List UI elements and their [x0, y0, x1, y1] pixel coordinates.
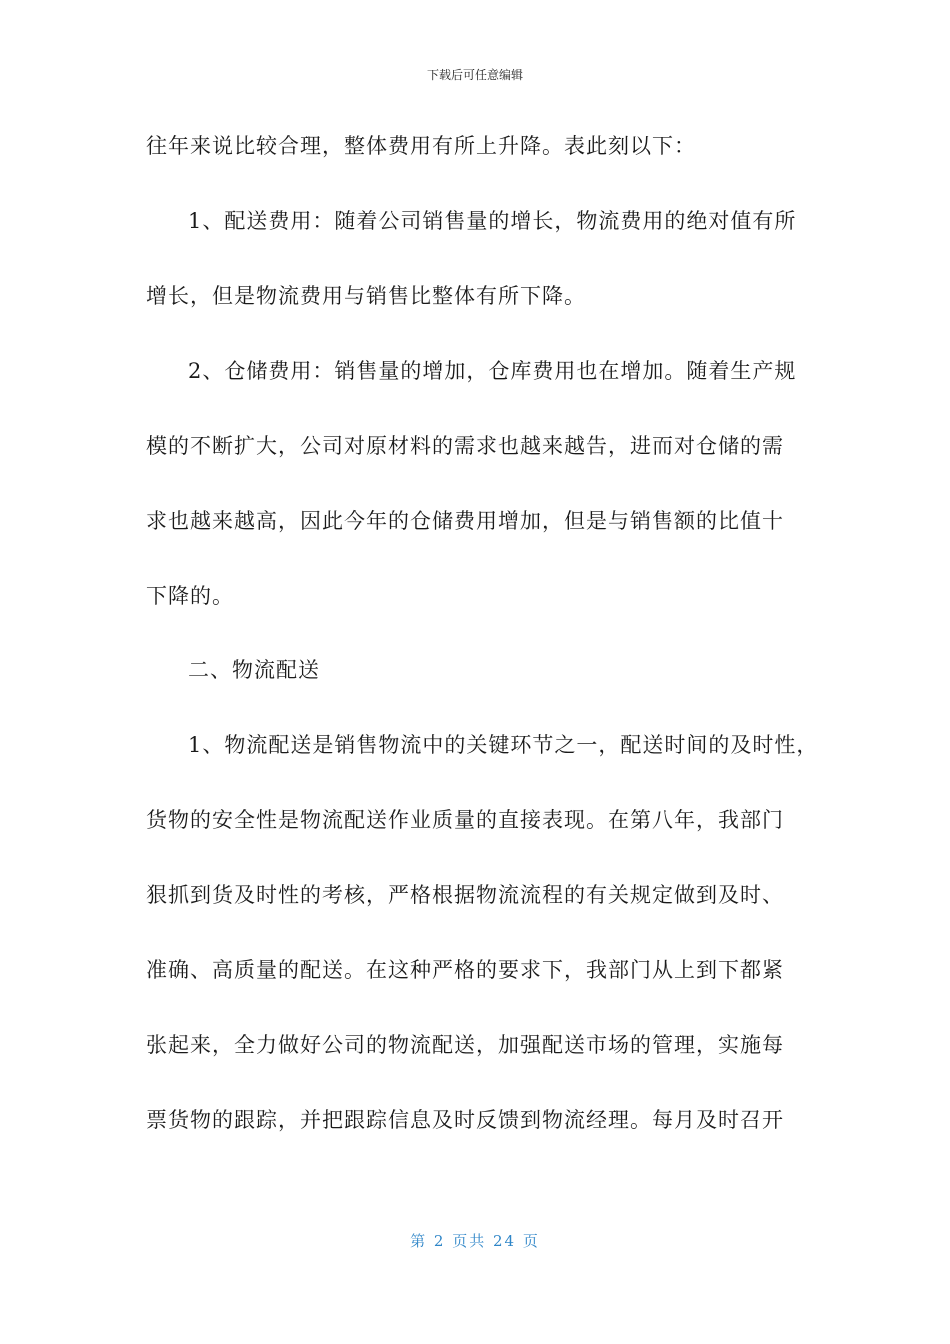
body-line: 模的不断扩大，公司对原材料的需求也越来越告，进而对仓储的需	[146, 434, 784, 458]
body-line: 准确、高质量的配送。在这种严格的要求下，我部门从上到下都紧	[146, 958, 784, 982]
body-line: 下降的。	[146, 584, 234, 608]
body-line: 票货物的跟踪，并把跟踪信息及时反馈到物流经理。每月及时召开	[146, 1108, 784, 1132]
body-line: 货物的安全性是物流配送作业质量的直接表现。在第八年，我部门	[146, 808, 784, 832]
body-line: 1、配送费用：随着公司销售量的增长，物流费用的绝对值有所	[188, 209, 797, 233]
body-line: 狠抓到货及时性的考核，严格根据物流流程的有关规定做到及时、	[146, 883, 784, 907]
section-heading: 二、物流配送	[188, 658, 320, 682]
body-line: 增长，但是物流费用与销售比整体有所下降。	[146, 284, 586, 308]
page-footer: 第 2 页共 24 页	[410, 1232, 540, 1250]
body-line: 2、仓储费用：销售量的增加，仓库费用也在增加。随着生产规	[188, 359, 797, 383]
body-line: 往年来说比较合理，整体费用有所上升降。表此刻以下：	[146, 134, 696, 158]
body-line: 求也越来越高，因此今年的仓储费用增加，但是与销售额的比值十	[146, 509, 784, 533]
body-line: 张起来，全力做好公司的物流配送，加强配送市场的管理，实施每	[146, 1033, 784, 1057]
body-line: 1、物流配送是销售物流中的关键环节之一，配送时间的及时性，	[188, 733, 819, 757]
page-header: 下载后可任意编辑	[426, 68, 523, 82]
